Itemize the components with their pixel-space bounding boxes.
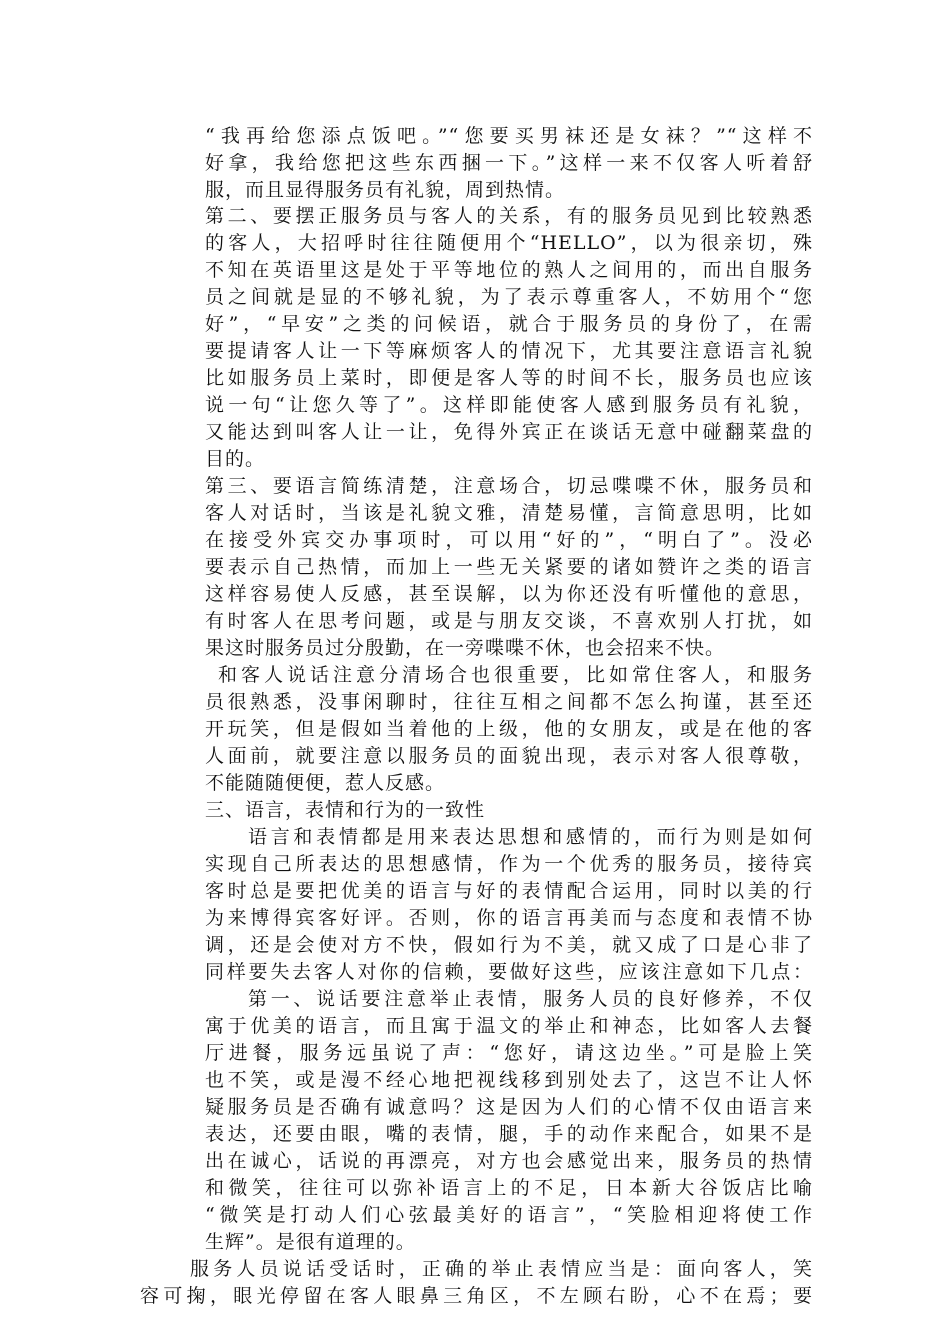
text-line: 果这时服务员过分殷勤，在一旁喋喋不休，也会招来不快。 [205, 637, 726, 659]
text-line: 员很熟悉，没事闲聊时，往往互相之间都不怎么拘谨，甚至还 [205, 691, 813, 713]
text-line: 在接受外宾交办事项时，可以用“好的”，“明白了”。没必 [205, 529, 813, 551]
section-heading: 三、语言，表情和行为的一致性 [205, 799, 486, 821]
text-line: 目的。 [205, 448, 266, 470]
text-line: 生辉”。是很有道理的。 [205, 1231, 416, 1253]
text-line: 不能随随便便，惹人反感。 [205, 772, 446, 794]
text-line: 出在诚心，话说的再漂亮，对方也会感觉出来，服务员的热情 [205, 1150, 813, 1172]
text-line: 客人对话时，当该是礼貌文雅，清楚易懂，言简意思明，比如 [205, 502, 813, 524]
text-line: 实现自己所表达的思想感情，作为一个优秀的服务员，接待宾 [205, 853, 813, 875]
text-line: 员之间就是显的不够礼貌，为了表示尊重客人，不妨用个“您 [205, 286, 813, 308]
text-line: 又能达到叫客人让一让，免得外宾正在谈话无意中碰翻菜盘的 [205, 421, 813, 443]
text-line: 容可掬，眼光停留在客人眼鼻三角区，不左顾右盼，心不在焉；要 [140, 1285, 813, 1307]
text-line: 要表示自己热情，而加上一些无关紧要的诸如赞许之类的语言 [205, 556, 813, 578]
text-line: 厅进餐，服务远虽说了声：“您好，请这边坐。”可是脸上笑 [205, 1042, 813, 1064]
text-line: 说一句“让您久等了”。这样即能使客人感到服务员有礼貌， [205, 394, 813, 416]
text-line: 这样容易使人反感，甚至误解，以为你还没有听懂他的意思， [205, 583, 813, 605]
text-line: 不知在英语里这是处于平等地位的熟人之间用的，而出自服务 [205, 259, 813, 281]
text-line: 第二、要摆正服务员与客人的关系，有的服务员见到比较熟悉 [205, 205, 813, 227]
text-line: “我再给您添点饭吧。”“您要买男袜还是女袜？”“这样不 [205, 125, 813, 147]
text-line: 比如服务员上菜时，即便是客人等的时间不长，服务员也应该 [205, 367, 813, 389]
text-line: 也不笑，或是漫不经心地把视线移到别处去了，这岂不让人怀 [205, 1069, 813, 1091]
text-line: 第一、说话要注意举止表情，服务人员的良好修养，不仅 [248, 988, 813, 1010]
text-line: 服务人员说话受话时，正确的举止表情应当是：面向客人，笑 [190, 1258, 813, 1280]
text-line: 服，而且显得服务员有礼貌，周到热情。 [205, 179, 566, 201]
text-line: 为来博得宾客好评。否则，你的语言再美而与态度和表情不协 [205, 907, 813, 929]
text-line: 和客人说话注意分清场合也很重要，比如常住客人，和服务 [218, 664, 813, 686]
text-line: 疑服务员是否确有诚意吗？这是因为人们的心情不仅由语言来 [205, 1096, 813, 1118]
text-line: 第三、要语言简练清楚，注意场合，切忌喋喋不休，服务员和 [205, 475, 813, 497]
text-line: 人面前，就要注意以服务员的面貌出现，表示对客人很尊敬， [205, 745, 813, 767]
text-line: 调，还是会使对方不快，假如行为不美，就又成了口是心非了 [205, 934, 813, 956]
text-line: 表达，还要由眼，嘴的表情，腿，手的动作来配合，如果不是 [205, 1123, 813, 1145]
text-line: 开玩笑，但是假如当着他的上级，他的女朋友，或是在他的客 [205, 718, 813, 740]
text-line: 同样要失去客人对你的信赖，要做好这些，应该注意如下几点： [205, 961, 813, 983]
text-line: “微笑是打动人们心弦最美好的语言”，“笑脸相迎将使工作 [205, 1204, 813, 1226]
text-line: 语言和表情都是用来表达思想和感情的，而行为则是如何 [248, 826, 813, 848]
text-line: 好拿，我给您把这些东西捆一下。”这样一来不仅客人听着舒 [205, 152, 813, 174]
text-line: 客时总是要把优美的语言与好的表情配合运用，同时以美的行 [205, 880, 813, 902]
text-line: 的客人，大招呼时往往随便用个“HELLO”，以为很亲切，殊 [205, 232, 813, 254]
text-line: 寓于优美的语言，而且寓于温文的举止和神态，比如客人去餐 [205, 1015, 813, 1037]
text-line: 要提请客人让一下等麻烦客人的情况下，尤其要注意语言礼貌 [205, 340, 813, 362]
text-line: 有时客人在思考问题，或是与朋友交谈，不喜欢别人打扰，如 [205, 610, 813, 632]
text-line: 好”，“早安”之类的问候语，就合于服务员的身份了，在需 [205, 313, 813, 335]
text-line: 和微笑，往往可以弥补语言上的不足，日本新大谷饭店比喻 [205, 1177, 813, 1199]
